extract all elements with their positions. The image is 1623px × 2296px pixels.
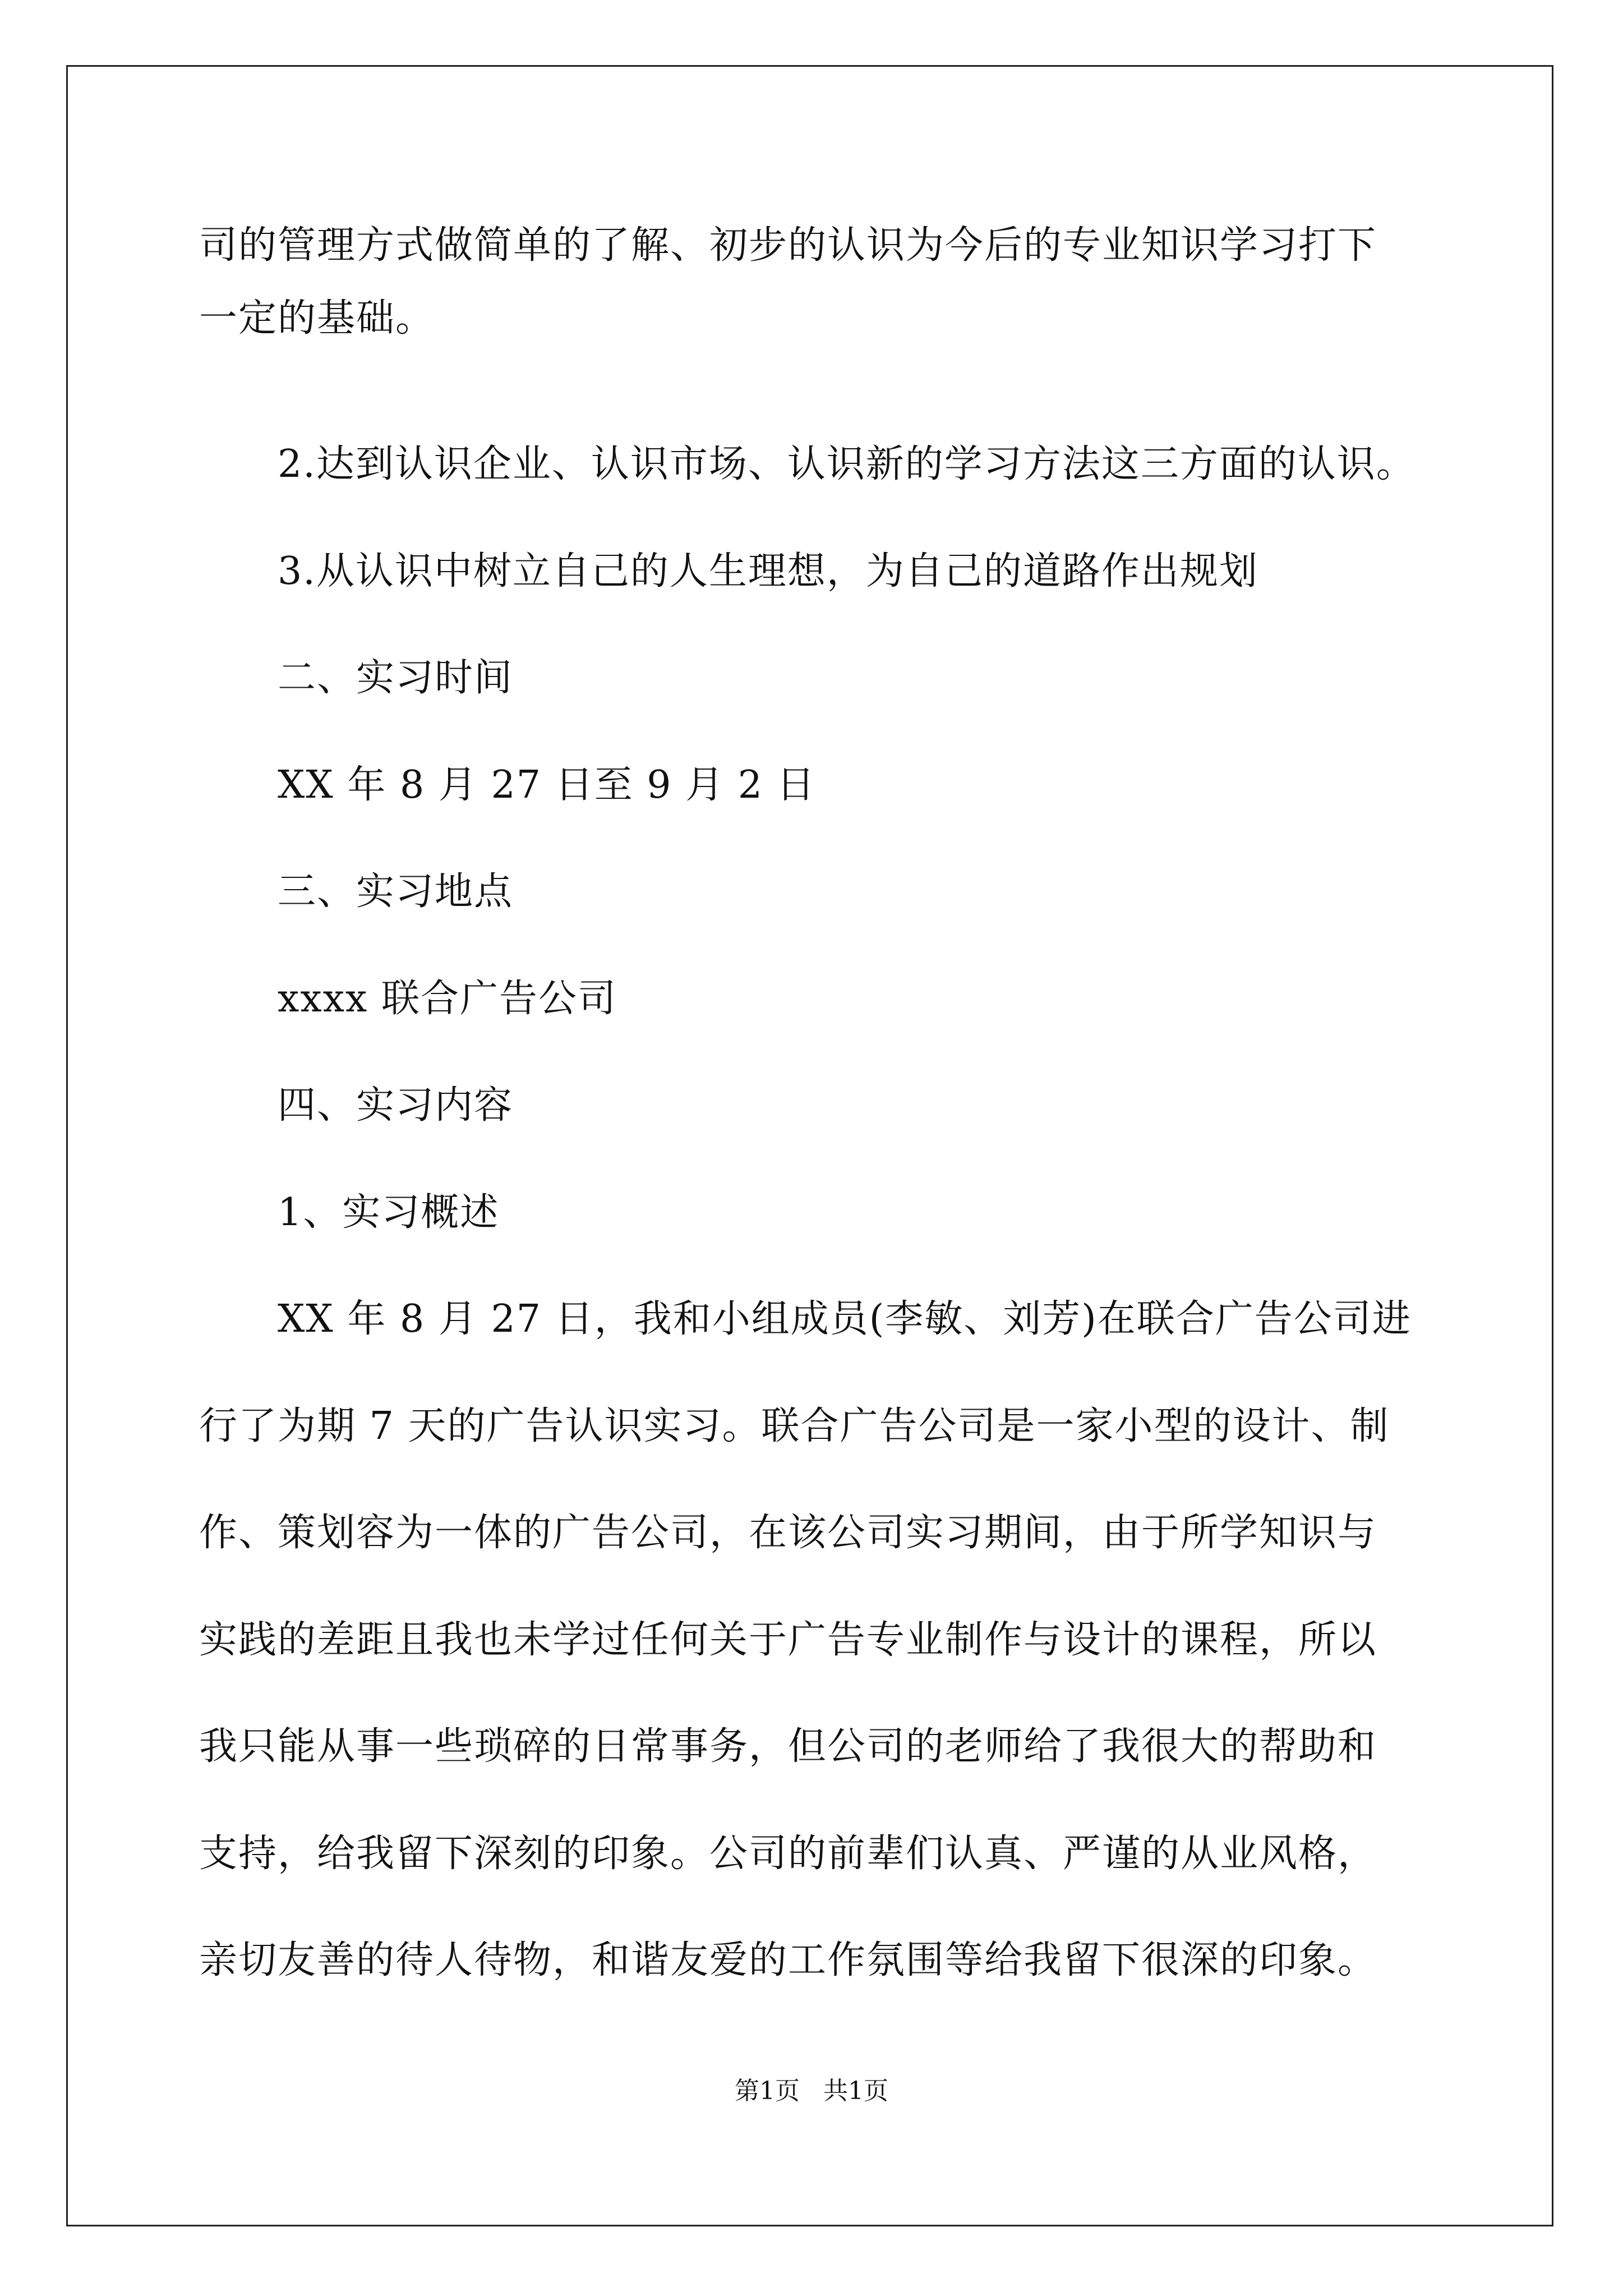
section-heading-content: 四、实习内容 <box>278 1083 514 1128</box>
page-footer: 第1页 共1页 <box>735 2077 888 2105</box>
section-heading-time: 二、实习时间 <box>278 656 514 700</box>
paragraph-line: 一定的基础。 <box>199 296 435 341</box>
list-item-2: 2.达到认识企业、认识市场、认识新的学习方法这三方面的认识。 <box>278 442 1415 486</box>
paragraph-line: 司的管理方式做简单的了解、初步的认识为今后的专业知识学习打下 <box>199 223 1377 268</box>
paragraph-line: 行了为期 7 天的广告认识实习。联合广告公司是一家小型的设计、制 <box>199 1404 1390 1448</box>
section-heading-location: 三、实习地点 <box>278 869 514 914</box>
paragraph-line: 实践的差距且我也未学过任何关于广告专业制作与设计的课程，所以 <box>199 1618 1377 1662</box>
internship-dates: XX 年 8 月 27 日至 9 月 2 日 <box>278 763 816 807</box>
paragraph-line: 我只能从事一些琐碎的日常事务，但公司的老师给了我很大的帮助和 <box>199 1724 1377 1769</box>
paragraph-line: 作、策划容为一体的广告公司，在该公司实习期间，由于所学知识与 <box>199 1511 1377 1555</box>
subsection-heading-overview: 1、实习概述 <box>278 1190 500 1235</box>
list-item-3: 3.从认识中树立自己的人生理想，为自己的道路作出规划 <box>278 549 1258 593</box>
paragraph-line: 支持，给我留下深刻的印象。公司的前辈们认真、严谨的从业风格， <box>199 1832 1377 1876</box>
page-border <box>66 65 1553 2226</box>
paragraph-line: 亲切友善的待人待物，和谐友爱的工作氛围等给我留下很深的印象。 <box>199 1938 1377 1982</box>
internship-location: xxxx 联合广告公司 <box>278 977 617 1021</box>
paragraph-line: XX 年 8 月 27 日，我和小组成员(李敏、刘芳)在联合广告公司进 <box>278 1297 1412 1341</box>
